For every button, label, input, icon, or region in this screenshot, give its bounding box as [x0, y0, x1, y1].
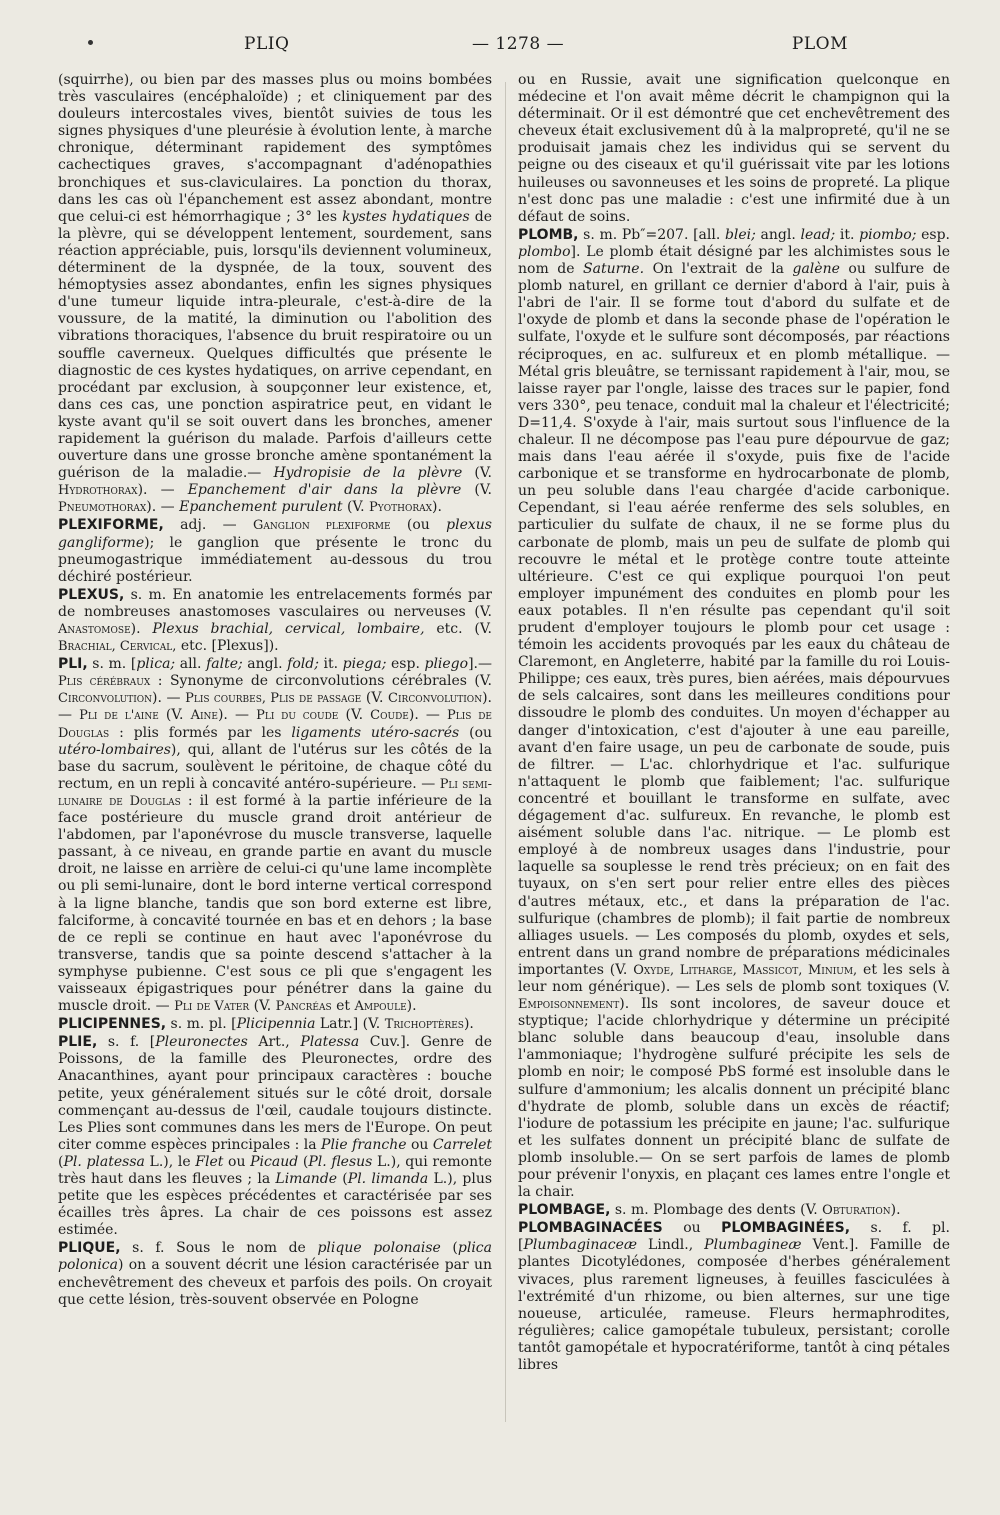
text-run: (: [337, 1171, 348, 1187]
text-run: (: [298, 1153, 309, 1170]
text-run: (V.: [158, 707, 191, 724]
cross-reference: Circonvolution: [58, 691, 153, 707]
entry-paragraph: [518, 227, 950, 1201]
text-run: Vent.]. Famille de plantes Dicotylédones, composée d'herbes généralement vivaces, plus rarement ligneuses, à feuilles fasciculées à l'extrémité d'un rhizome, ou bien alternes, sur une tige noueuse, articulée, rameuse. Fleurs hermaphrodites, régulières; calice gamopétale tubuleux, persistant; corolle tantôt gamopétale et hypocratériforme, tantôt à cinq pétales libres: [518, 1237, 950, 1374]
italic-term: Carrelet: [432, 1136, 493, 1153]
text-run: (V.: [461, 482, 492, 499]
text-run: ).: [432, 499, 442, 516]
text-run: s. f. pl. [: [518, 1220, 950, 1254]
text-run: et les sels à leur nom générique). — Les sels de plomb sont toxiques (V.: [518, 961, 950, 995]
cross-reference: Pli de l'aine: [79, 708, 159, 724]
text-run: s. m. En anatomie les entrelacements formés par de nombreuses anastomoses vasculaires ou nerveuses (V.: [58, 586, 492, 620]
text-run: it.: [318, 656, 343, 673]
text-run: ou en Russie, avait une signification quelconque en médecine et l'on avait même décrit le champignon qui la déterminait. Or il est démontré que cet enchevêtrement des cheveux était exclusivement dû à la malpropreté, qu'il ne se produisait jamais chez les individus qui se servent du peigne ou des ciseaux et qu'il guérissait vite par les lotions huileuses ou savonneuses et les soins de propreté. La plique n'est donc pas une maladie : c'est une infirmité due à un défaut de soins.: [518, 72, 950, 225]
entry-headword: PLOMB,: [518, 226, 579, 243]
italic-term: Saturne.: [583, 261, 645, 278]
text-run: it.: [835, 226, 860, 243]
text-run: : plis formés par les: [109, 724, 292, 741]
italic-term: Hydropisie de la plèvre: [273, 465, 463, 482]
entry-paragraph: [58, 1034, 492, 1239]
cross-reference: Trichoptères: [384, 1017, 464, 1033]
cross-reference: Obturation: [822, 1203, 891, 1219]
right-column: [518, 72, 950, 1374]
entry-headword: PLOMBAGE,: [518, 1202, 611, 1219]
header-left-word: PLIQ: [244, 34, 290, 54]
italic-term: Picaud: [250, 1153, 299, 1170]
entry-headword: PLEXIFORME,: [58, 517, 164, 534]
text-run: (ou: [459, 724, 493, 741]
text-run: ) on a souvent décrit une lésion caractérisée par un enchevêtrement des cheveux et parfois des poils. On croyait que cette lésion, très-souvent observée en Pologne: [58, 1257, 492, 1308]
italic-term: plique polonaise: [317, 1240, 441, 1257]
italic-term: Plumbagineæ: [704, 1237, 802, 1254]
text-run: de la plèvre, qui se développent lentement, sourdement, sans réaction appréciable, puis, lorsqu'ils deviennent volumineux, déterminent de la dyspnée, de la toux, souvent des hémoptysies assez abondantes, enfin les signes physiques d'une tumeur liquide intra-pleurale, c'est-à-dire de la voussure, de la matité, la diminution ou l'abolition des vibrations thoraciques, l'absence du bruit respiratoire ou un souffle caverneux. Quelques difficultés que présente le diagnostic de ces kystes hydatiques, on arrive cependant, en procédant par exclusion, à soupçonner leur existence, et, dans ces cas, une ponction aspiratrice peut, en vidant le kyste avant qu'il se soit ouvert dans les bronches, amener rapidement la guérison du malade. Parfois d'ailleurs cette ouverture dans une grosse bronche amène spontanément la guérison de la maladie.—: [58, 208, 492, 482]
entry-headword: PLI,: [58, 656, 88, 673]
text-run: ). —: [146, 499, 180, 516]
cross-reference: Empoisonnement: [518, 997, 620, 1013]
text-run: et: [331, 998, 355, 1015]
text-run: angl.: [242, 656, 288, 673]
text-run: s. m. pl. [: [166, 1016, 237, 1033]
italic-term: kystes hydatiques: [342, 208, 470, 225]
text-run: s. m. [: [87, 656, 137, 673]
text-run: adj. —: [163, 517, 253, 534]
text-run: L.), plus petite que les espèces précédentes et caractérisée par ses écailles très âpres. La chair de ces poissons est assez estimée.: [58, 1171, 493, 1239]
italic-term: Plicipennia: [236, 1016, 316, 1033]
cross-reference: Pancréas: [275, 999, 332, 1015]
cross-reference: Coude: [370, 708, 409, 724]
running-header: [60, 34, 940, 60]
cross-reference: Plis cérébraux: [58, 674, 151, 690]
entry-paragraph: [518, 1220, 950, 1374]
italic-term: plica polonica: [58, 1240, 492, 1274]
text-run: (: [440, 1240, 458, 1257]
text-run: (V.: [249, 998, 276, 1015]
italic-term: Plie franche: [321, 1136, 407, 1153]
entry-paragraph: [58, 1016, 492, 1033]
cross-reference: Aine: [190, 708, 218, 724]
cross-reference: Ampoule: [354, 999, 407, 1015]
entry-headword: PLICIPENNES,: [58, 1016, 167, 1033]
text-run: ou sulfure de plomb naturel, en grillant ce dernier d'abord à l'air, puis à l'abri de l'air. Il se forme tout d'abord du sulfate et de l'oxyde de plomb et dans la seconde phase de l'opération le sulfate, l'oxyde et le sulfure sont décomposés, par réactions réciproques, en ac. sulfureux et en plomb métallique. — Métal gris bleuâtre, se ternissant rapidement à l'air, mou, se laisse rayer par l'ongle, laisse des traces sur le papier, fond vers 330°, peu tenace, conduit mal la chaleur et l'électricité; D=11,4. S'oxyde à l'air, mais surtout sous l'influence de la chaleur. Il ne décompose pas l'eau pure dépourvue de gaz; mais dans l'eau aérée il s'oxyde, puis fixe de l'acide carbonique et se transforme en hydrocarbonate de plomb, un peu soluble dans l'eau chargée d'acide carbonique. Cependant, si l'eau aérée renferme des sels solubles, en particulier du sulfate de chaux, il ne se forme plus du carbonate de plomb, mais un peu de sulfate de plomb qui recouvre le métal et le protège contre toute atteinte ultérieure. C'est ce qui explique pourquoi l'on peut employer impunément des conduites en plomb pour les eaux potables. Il n'en résulte pas cependant qu'il soit prudent d'employer toujours le plomb pour cet usage : témoin les accidents provoqués par les eaux du château de Claremont, en Angleterre, habité par la famille du roi Louis-Philippe; ces eaux, très pures, bien aérées, mais dépourvues de sels calcaires, sont dans les meilleures conditions pour dissoudre le plomb des conduites. Un moyen d'échapper au danger d'intoxication, c'est d'ajouter à une eau pareille, avant d'en faire usage, un peu de carbonate de soude, puis de filtrer. — L'ac. chlorhydrique et l'ac. sulfurique n'attaquent le plomb que faiblement; l'ac. sulfurique concentré et bouillant le transforme en sulfate, avec dégagement d'ac. sulfureux. En revanche, le plomb est aisément soluble dans l'ac. nitrique. — Le plomb est employé à de nombreux usages dans l'industrie, pour laquelle sa souplesse le rend très précieux; on en fait des tuyaux, on s'en sert pour relier entre elles des pièces d'autres métaux, etc., et dans la préparation de l'ac. sulfurique (chambres de plomb); il fait partie de nombreux alliages usuels. — Les composés du plomb, oxydes et sels, entrent dans un grand nombre de préparations médicinales importantes (V.: [518, 261, 950, 978]
text-run: ).: [130, 621, 153, 637]
text-run: ]. Le plomb était désigné par les alchimistes sous le nom de: [518, 243, 950, 278]
text-run: (V.: [342, 499, 370, 516]
entry-paragraph: [518, 1202, 950, 1219]
italic-term: piega;: [342, 656, 387, 673]
text-run: ). —: [217, 707, 257, 724]
text-run: angl.: [755, 226, 801, 243]
header-right-word: PLOM: [791, 34, 848, 54]
text-run: etc. [Plexus]).: [176, 638, 279, 655]
italic-term: pliego: [424, 656, 469, 673]
text-run: (V.: [462, 465, 492, 482]
text-run: esp.: [386, 656, 425, 673]
text-run: (ou: [390, 517, 447, 534]
text-run: ). —: [137, 482, 188, 499]
italic-term: Epanchement d'air dans la plèvre: [187, 482, 462, 499]
text-run: s. f. Sous le nom de: [120, 1240, 318, 1257]
italic-term: Pl. limanda: [347, 1171, 429, 1187]
text-run: ); le ganglion que présente le tronc du pneumogastrique immédiatement au-dessous du trou déchiré postérieur.: [58, 534, 492, 585]
column-rule: [505, 82, 506, 1422]
text-run: (V.: [361, 690, 389, 707]
italic-term: Pl. platessa: [63, 1153, 145, 1170]
cross-reference: Pyothorax: [369, 500, 433, 516]
italic-term: Epanchement purulent: [179, 499, 343, 516]
text-run: ou: [662, 1220, 722, 1237]
page-number: — 1278 —: [472, 34, 565, 54]
text-run: ). —: [152, 690, 186, 707]
entry-paragraph: [518, 72, 950, 226]
text-run: L.), le: [144, 1153, 196, 1170]
text-run: Cuv.]. Genre de Poissons, de la famille des Pleuronectes, ordre des Anacanthines, ayant pour principaux caractères : bouche petite, yeux généralement situés sur le côté droit, dorsale commençant au-dessus de l'œil, caudale toujours distincte. Les Plies sont communes dans les mers de l'Europe. On peut citer comme espèces principales : la: [58, 1034, 492, 1153]
entry-paragraph: [58, 72, 492, 516]
text-run: ). —: [58, 690, 492, 724]
cross-reference: Plis de Douglas: [58, 708, 492, 741]
cross-reference: Plis courbes, Plis de passage: [185, 691, 362, 707]
cross-reference: Pli semi-lunaire de Douglas: [58, 776, 493, 809]
text-run: s. f. [: [97, 1034, 156, 1051]
cross-reference: Pli de Vater: [174, 999, 250, 1015]
entry-headword: PLIE,: [58, 1034, 98, 1051]
entry-paragraph: [58, 1240, 492, 1308]
text-run: Art.,: [247, 1034, 301, 1051]
cross-reference: Oxyde, Litharge, Massicot, Minium,: [633, 962, 858, 978]
italic-term: falte;: [206, 656, 243, 673]
italic-term: plica;: [136, 656, 176, 673]
cross-reference: Pli du coude: [256, 708, 339, 724]
italic-term: blei;: [724, 226, 756, 243]
text-run: (squirrhe), ou bien par des masses plus ou moins bombées très vasculaires (encéphaloïde) ; et cliniquement par des douleurs intercostales vives, bientôt suivies de tous les signes physiques d'une pleurésie à évolution lente, à marche chronique, déterminant rapidement des symptômes cachectiques graves, s'accompagnant d'adénopathies bronchiques et sus-claviculaires. La ponction du thorax, dans les cas où l'épanchement est assez abondant, montre que celui-ci est hémorrhagique ; 3° les: [58, 72, 492, 225]
cross-reference: Circonvolution: [388, 691, 483, 707]
text-run: ).: [890, 1202, 901, 1219]
text-run: ou: [223, 1153, 251, 1170]
text-run: etc. (V.: [424, 621, 492, 637]
italic-term: plombo: [518, 243, 571, 260]
text-run: (: [58, 1153, 64, 1170]
text-run: all.: [175, 656, 207, 673]
text-run: ou: [406, 1136, 433, 1153]
italic-term: Plexus brachial, cervical, lombaire,: [152, 621, 425, 637]
text-run: : il est formé à la partie inférieure de la face postérieure du muscle grand droit antérieur de l'abdomen, par l'aponévrose du muscle transverse, laquelle passant, à ce niveau, en grande partie en avant du muscle droit, ne laisse en arrière de celui-ci qu'une lame incomplète ou pli semi-lunaire, dont le bord interne vertical correspond à la ligne blanche, tandis que son bord externe est libre, falciforme, à concavité tournée en bas et en dehors ; la base de ce repli se continue en haut avec l'aponévrose du transverse, tandis que sa pointe descend s'attacher à la symphyse pubienne. C'est sous ce pli que s'engagent les vaisseaux épigastriques pour pénétrer dans la gaine du muscle droit. —: [58, 792, 492, 1015]
text-run: ). —: [408, 707, 447, 724]
cross-reference: Ganglion plexiforme: [253, 518, 391, 534]
left-column: [58, 72, 492, 1309]
entry-paragraph: [58, 587, 492, 655]
italic-term: galène: [792, 261, 840, 278]
italic-term: plexus gangliforme: [58, 517, 492, 551]
cross-reference: Brachial, Cervical,: [58, 639, 177, 655]
text-run: Latr.] (V.: [315, 1016, 385, 1033]
text-run: esp.: [916, 226, 950, 243]
italic-term: Pl. flesus: [308, 1153, 373, 1170]
entry-headword: PLEXUS,: [58, 586, 125, 603]
entry-headword: PLIQUE,: [58, 1240, 121, 1257]
text-run: (V.: [338, 707, 371, 724]
italic-term: Limande: [275, 1171, 338, 1187]
text-run: s. m. Plombage des dents (V.: [610, 1202, 823, 1219]
entry-headword: PLOMBAGINÉES,: [721, 1220, 851, 1237]
text-run: ). Ils sont incolores, de saveur douce et styptique; l'acide chlorhydrique y détermine un précipité blanc soluble dans beaucoup d'eau, insoluble dans l'ammoniaque; l'hydrogène sulfuré précipite les sels de plomb en noir; le composé PbS formé est insoluble dans le sulfure d'ammonium; les alcalis donnent un précipité blanc d'hydrate de plomb, soluble dans un excès de réactif; l'iodure de potassium les précipite en jaune; l'ac. sulfurique et les sulfates donnent un précipité blanc de sulfate de plomb insoluble.— On se sert parfois de lames de plomb pour prévenir l'onyxis, en plaçant ces lames entre l'ongle et la chair.: [518, 996, 950, 1201]
text-run: On l'extrait de la: [644, 261, 793, 278]
italic-term: Plumbaginaceæ: [523, 1237, 638, 1254]
entry-paragraph: [58, 656, 492, 1015]
italic-term: lead;: [800, 226, 836, 243]
italic-term: Pleuronectes: [155, 1034, 248, 1051]
text-run: ).: [463, 1016, 474, 1033]
italic-term: Platessa: [300, 1034, 360, 1051]
text-run: Lindl.,: [637, 1237, 705, 1254]
text-run: ), qui, allant de l'utérus sur les côtés de la base du sacrum, soulèvent le péritoine, de chaque côté du rectum, en un repli à concavité antéro-supérieure. —: [58, 741, 492, 792]
italic-term: piombo;: [859, 226, 917, 243]
italic-term: fold;: [287, 656, 319, 673]
cross-reference: Anastomose: [58, 622, 131, 637]
italic-term: ligaments utéro-sacrés: [291, 724, 460, 741]
text-run: : Synonyme de circonvolutions cérébrales (V.: [150, 673, 492, 690]
text-run: s. m. Pb″=207. [all.: [578, 226, 725, 243]
italic-term: utéro-lombaires: [58, 741, 171, 758]
text-run: L.), qui remonte très haut dans les fleuves ; la: [58, 1153, 493, 1187]
entry-paragraph: [58, 517, 492, 585]
cross-reference: Pneumothorax: [58, 500, 147, 516]
text-run: ].—: [468, 656, 492, 673]
entry-headword: PLOMBAGINACÉES: [518, 1220, 663, 1237]
cross-reference: Hydrothorax: [58, 483, 138, 499]
italic-term: Flet: [195, 1153, 224, 1170]
text-run: ).: [406, 998, 417, 1015]
